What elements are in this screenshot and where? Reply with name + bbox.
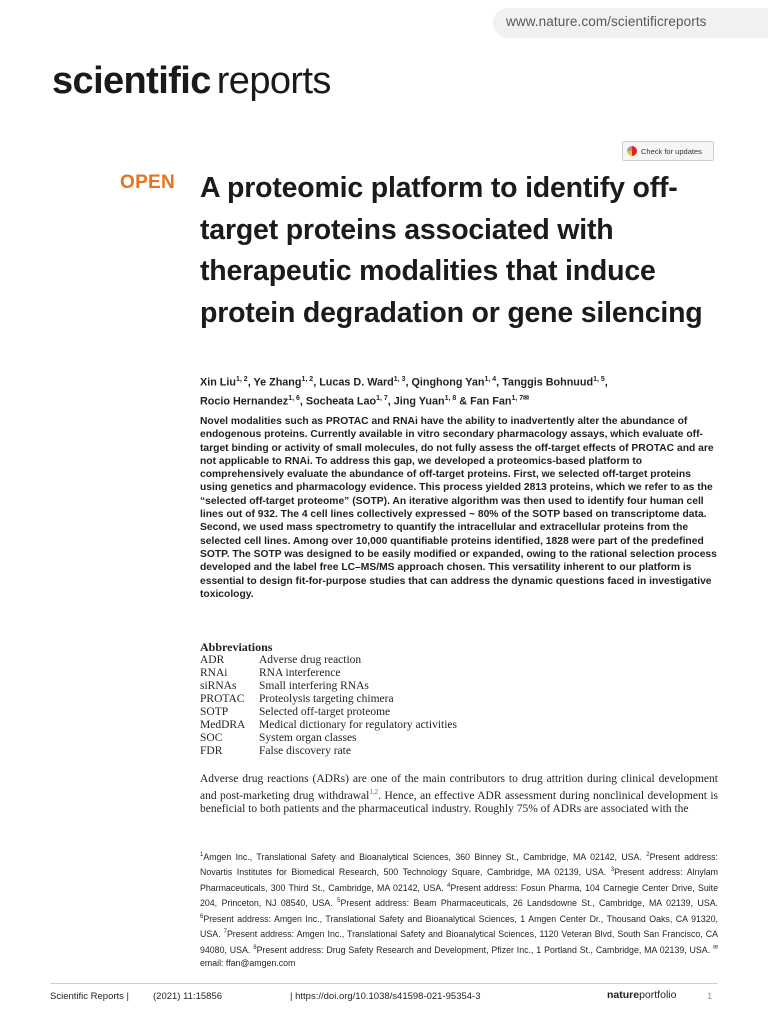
abbreviations-heading: Abbreviations	[200, 640, 273, 654]
body-text-end: . Hence, an effective ADR assessment during nonclinical development is beneficial to both patients and the pharmaceutical industry. Roughly 75% of ADRs are associated with the	[200, 790, 719, 816]
abbreviation-row	[200, 654, 457, 667]
author-affiliation: 1, 8	[444, 394, 457, 402]
abbreviation-row	[200, 745, 457, 758]
article-title: A proteomic platform to identify off-target proteins associated with therapeutic modalities that induce protein degradation or gene silencing	[200, 172, 703, 329]
footnote-text: Present address: Amgen Inc., Translational Safety and Bioanalytical Sciences, 1120 Veteran Blvd, South San Francisco, CA 94080, USA.	[200, 929, 719, 955]
footnote-text: Present address: Novartis Institutes for Biomedical Research, 500 Technology Square, Cambridge, MA 02139, USA.	[200, 851, 718, 878]
abbreviation-value: Adverse drug reaction	[259, 654, 362, 666]
author-name[interactable]: Qinghong Yan	[411, 376, 485, 389]
abstract: Novel modalities such as PROTAC and RNAi have the ability to inadvertently alter the abundance of endogenous proteins. Currently available in vitro secondary pharmacology assays, which evaluate off-target binding or activity of small molecules, do not fully assess the off-target effects of PROTAC and are not applicable to RNAi. To address this gap, we developed a proteomics-based platform to comprehensively evaluate the abundance of off-target proteins. First, we selected off-target proteins using genetics and pharmacology evidence. This process yielded 2813 proteins, which we refer to as the “selected off-target proteome” (SOTP). An iterative algorithm was then used to identify four human cell lines out of 932. The 4 cell lines collectively expressed ~ 80% of the SOTP based on transcriptome data. Second, we used mass spectrometry to quantify the intracellular and extracellular proteins from the selected cell lines. Among over 10,000 quantifiable proteins identified, 1828 were part of the predefined SOTP. The SOTP was designed to be easily modified or expanded, owing to the rational selection process developed and the label free LC–MS/MS approach chosen. This versatility inherent to our platform is essential to design fit-for-purpose studies that can address the dynamic questions faced in investigative toxicology.	[200, 416, 717, 600]
author-name[interactable]: Fan Fan	[470, 395, 512, 408]
abbreviation-value: Proteolysis targeting chimera	[259, 693, 394, 705]
abbreviation-key: SOTP	[200, 706, 229, 718]
abbreviation-value: False discovery rate	[259, 745, 351, 757]
journal-logo-bold: scientific	[52, 60, 211, 102]
citation-link[interactable]: 1,2	[369, 788, 379, 797]
footnote-marker: 2	[646, 852, 650, 858]
footnote-marker: 5	[337, 898, 341, 905]
page-number: 1	[707, 991, 713, 1002]
footnote-text: Present address: Amgen Inc., Translational Safety and Bioanalytical Sciences, 1 Amgen Center Dr., Thousand Oaks, CA 91320, USA.	[200, 913, 718, 940]
abbreviation-key: SOC	[200, 732, 223, 744]
author-affiliation: 1, 5	[593, 376, 605, 383]
author-name[interactable]: Tanggis Bohnuud	[502, 376, 594, 389]
abbreviation-row	[200, 719, 457, 732]
footer-doi-link[interactable]: | https://doi.org/10.1038/s41598-021-95354-3	[290, 991, 481, 1002]
abbreviation-key: PROTAC	[200, 693, 245, 705]
footnote-text: Amgen Inc., Translational Safety and Bioanalytical Sciences, 360 Binney St., Cambridge, MA 02142, USA.	[203, 851, 647, 862]
body-paragraph	[200, 773, 718, 816]
author-name[interactable]: Socheata Lao	[305, 395, 377, 408]
footnote-text: Present address: Drug Safety Research and Development, Pfizer Inc., 1 Portland St., Cambridge, MA 02139, USA.	[256, 944, 713, 955]
author-name[interactable]: Jing Yuan	[393, 395, 445, 408]
author-affiliation: 1, 3	[393, 376, 406, 383]
email-icon: ✉	[712, 944, 719, 951]
crossmark-icon	[627, 146, 637, 156]
abbreviation-value: RNA interference	[259, 667, 341, 679]
author-name[interactable]: Lucas D. Ward	[319, 376, 394, 389]
author-affiliation: 1, 2	[301, 376, 314, 383]
footnote-marker: 6	[200, 913, 204, 920]
abbreviation-key: ADR	[200, 654, 225, 666]
journal-logo[interactable]	[52, 62, 331, 100]
author-affiliation: 1, 6	[288, 394, 300, 402]
nature-portfolio-logo[interactable]	[607, 989, 676, 1001]
footnote-marker: 7	[223, 929, 227, 936]
abbreviation-row	[200, 693, 457, 706]
abbreviation-value: Selected off-target proteome	[259, 706, 391, 718]
body-text-start: Adverse drug reactions (ADRs) are one of the main contributors to drug attrition during clinical development and post-marketing drug withdrawal	[200, 773, 718, 803]
footnote-text: Present address: Alnylam Pharmaceuticals, 300 Third St., Cambridge, MA 02142, USA.	[200, 867, 718, 893]
footnote-marker: 1	[200, 852, 204, 858]
abbreviation-key: RNAi	[200, 667, 228, 679]
abbreviation-row	[200, 706, 457, 719]
abbreviation-value: System organ classes	[259, 732, 357, 744]
author-name[interactable]: Xin Liu	[200, 376, 236, 389]
abbreviations-list	[200, 654, 457, 758]
abbreviation-key: MedDRA	[200, 719, 246, 731]
footnote-text: Present address: Beam Pharmaceuticals, 26 Landsdowne St., Cambridge, MA 02139, USA.	[340, 898, 718, 909]
journal-logo-light: reports	[216, 60, 331, 102]
affiliations-footnote	[200, 849, 718, 970]
footer-volume: (2021) 11:15856	[153, 991, 223, 1002]
check-for-updates-button[interactable]	[622, 141, 714, 161]
brand-bold: nature	[607, 989, 640, 1001]
abbreviation-key: siRNAs	[200, 680, 237, 692]
corresponding-email[interactable]: email: ffan@amgen.com	[200, 957, 296, 968]
abbreviation-value: Small interfering RNAs	[259, 680, 369, 692]
abbreviation-row	[200, 680, 457, 693]
footer-divider	[50, 983, 718, 984]
brand-light: portfolio	[639, 989, 677, 1001]
author-affiliation: 1, 4	[484, 376, 497, 383]
footnote-text: Present address: Fosun Pharma, 104 Carnegie Center Drive, Suite 204, Princeton, NJ 08540, USA.	[200, 882, 719, 909]
journal-url[interactable]: www.nature.com/scientificreports	[506, 14, 707, 29]
footer-journal: Scientific Reports |	[50, 991, 130, 1002]
open-access-label: OPEN	[120, 172, 176, 193]
footnote-marker: 4	[446, 882, 451, 889]
abbreviation-row	[200, 732, 457, 745]
abbreviation-key: FDR	[200, 745, 223, 757]
author-list: Xin Liu$^{1, 2}$, Ye Zhang$^{1, 2}$, Lucas D. Ward$^{1, 3}$, Qinghong Yan$^{1, 4}$, Tanggis Bohnuud$^{1, 5}$, Rocio Hernandez$^{1, 6}$, Socheata Lao$^{1, 7}$, Jing Yuan$^{1, 8}$ & Fan Fan$^{1, 7✉}$	[200, 376, 608, 408]
check-for-updates-label: Check for updates	[641, 146, 702, 156]
abbreviation-row	[200, 667, 457, 680]
author-name[interactable]: Rocio Hernandez	[200, 395, 289, 408]
abbreviation-value: Medical dictionary for regulatory activities	[259, 719, 457, 731]
author-affiliation: 1, 7	[376, 394, 388, 402]
author-affiliation: 1, 7✉	[511, 394, 530, 402]
footnote-marker: 3	[610, 867, 615, 874]
footnote-marker: 8	[253, 944, 257, 951]
author-name[interactable]: Ye Zhang	[253, 376, 302, 389]
author-affiliation: 1, 2	[236, 376, 248, 383]
